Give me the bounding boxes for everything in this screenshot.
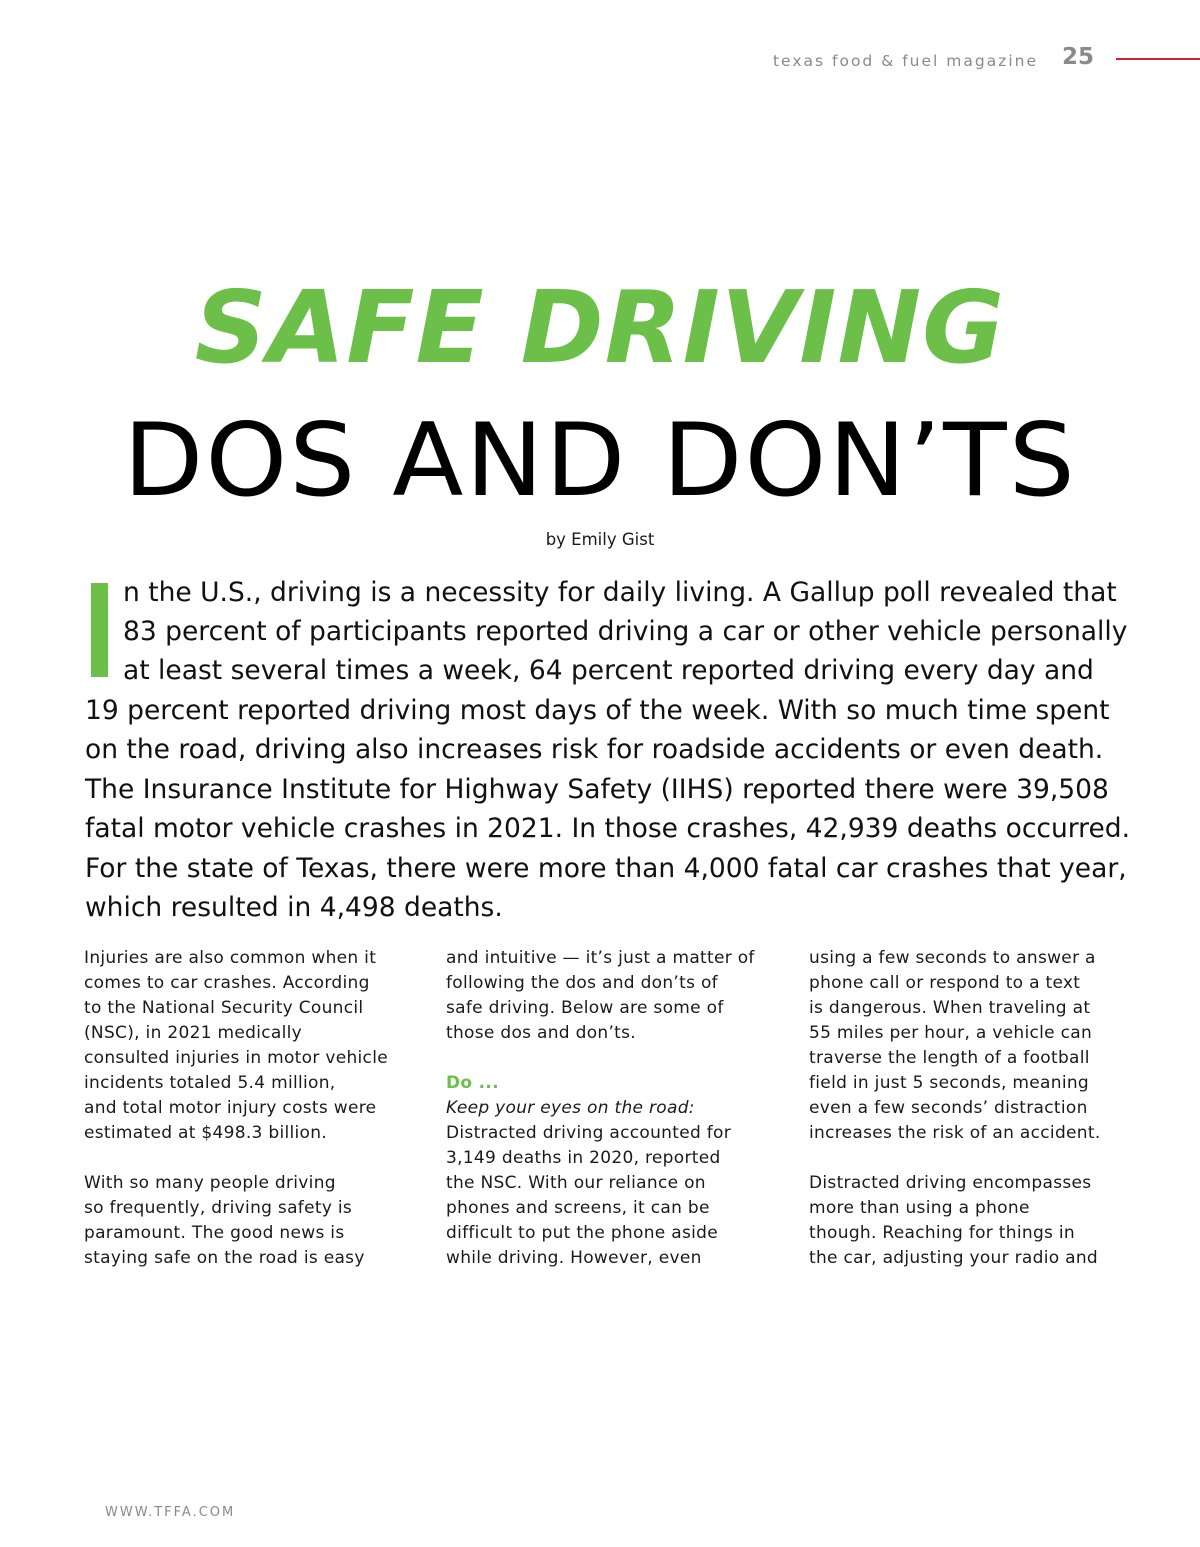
intro-line: For the state of Texas, there were more than 4,000 fatal car crashes that year, <box>85 853 1127 884</box>
body-line: those dos and don’ts. <box>446 1023 636 1043</box>
body-line: so frequently, driving safety is <box>84 1198 353 1218</box>
column-1 <box>84 946 429 1271</box>
body-line: Injuries are also common when it <box>84 948 377 968</box>
body-line: even a few seconds’ distraction <box>809 1098 1088 1118</box>
page-header <box>0 40 1200 80</box>
intro-line: 19 percent reported driving most days of the week. With so much time spent <box>85 695 1110 726</box>
intro-line: fatal motor vehicle crashes in 2021. In those crashes, 42,939 deaths occurred. <box>85 813 1131 844</box>
magazine-name: texas food & fuel magazine <box>772 52 1038 70</box>
body-line: With so many people driving <box>84 1173 336 1193</box>
intro-line: which resulted in 4,498 deaths. <box>85 892 503 923</box>
body-line: staying safe on the road is easy <box>84 1248 365 1268</box>
body-line: though. Reaching for things in <box>809 1223 1075 1243</box>
title-line-2: DOS AND DON’TS <box>123 400 1077 520</box>
body-line: consulted injuries in motor vehicle <box>84 1048 388 1068</box>
body-line: field in just 5 seconds, meaning <box>809 1073 1090 1093</box>
body-line: phone call or respond to a text <box>809 973 1081 993</box>
body-line: incidents totaled 5.4 million, <box>84 1073 336 1093</box>
footer-website: WWW.TFFA.COM <box>105 1505 236 1520</box>
body-line: 3,149 deaths in 2020, reported <box>446 1148 721 1168</box>
body-line: Distracted driving encompasses <box>809 1173 1092 1193</box>
column-2 <box>446 946 791 1271</box>
body-line: increases the risk of an accident. <box>809 1123 1101 1143</box>
body-line: paramount. The good news is <box>84 1223 345 1243</box>
body-line: safe driving. Below are some of <box>446 998 724 1018</box>
body-line: and total motor injury costs were <box>84 1098 377 1118</box>
paragraph-gap <box>809 1146 1154 1171</box>
intro-line: 83 percent of participants reported driving a car or other vehicle personally <box>123 616 1128 647</box>
body-line: phones and screens, it can be <box>446 1198 710 1218</box>
header-rule <box>1116 58 1200 60</box>
byline: by Emily Gist <box>545 530 655 549</box>
body-line: following the dos and don’ts of <box>446 973 718 993</box>
body-line: estimated at $498.3 billion. <box>84 1123 328 1143</box>
column-3 <box>809 946 1154 1271</box>
title-line-1: SAFE DRIVING <box>194 269 1006 386</box>
intro-line: at least several times a week, 64 percent reported driving every day and <box>123 655 1094 686</box>
body-line: is dangerous. When traveling at <box>809 998 1091 1018</box>
intro-line: on the road, driving also increases risk for roadside accidents or even death. <box>85 734 1104 765</box>
body-line: comes to car crashes. According <box>84 973 370 993</box>
intro-line: n the U.S., driving is a necessity for daily living. A Gallup poll revealed that <box>123 577 1117 608</box>
body-line: while driving. However, even <box>446 1248 702 1268</box>
body-line: difficult to put the phone aside <box>446 1223 718 1243</box>
page-number: 25 <box>1061 44 1094 70</box>
body-line: to the National Security Council <box>84 998 364 1018</box>
drop-cap-bar <box>91 583 108 677</box>
section-heading-do: Do ... <box>446 1073 499 1093</box>
subheading: Keep your eyes on the road: <box>446 1098 695 1118</box>
body-line: traverse the length of a football <box>809 1048 1090 1068</box>
body-line: using a few seconds to answer a <box>809 948 1096 968</box>
body-line: Distracted driving accounted for <box>446 1123 732 1143</box>
intro-line: The Insurance Institute for Highway Safety (IIHS) reported there were 39,508 <box>85 774 1109 805</box>
body-line: the car, adjusting your radio and <box>809 1248 1099 1268</box>
body-line: the NSC. With our reliance on <box>446 1173 706 1193</box>
body-line: more than using a phone <box>809 1198 1030 1218</box>
body-line: (NSC), in 2021 medically <box>84 1023 303 1043</box>
paragraph-gap <box>84 1146 429 1171</box>
body-line: 55 miles per hour, a vehicle can <box>809 1023 1093 1043</box>
paragraph-gap <box>446 1046 791 1071</box>
body-line: and intuitive — it’s just a matter of <box>446 948 755 968</box>
